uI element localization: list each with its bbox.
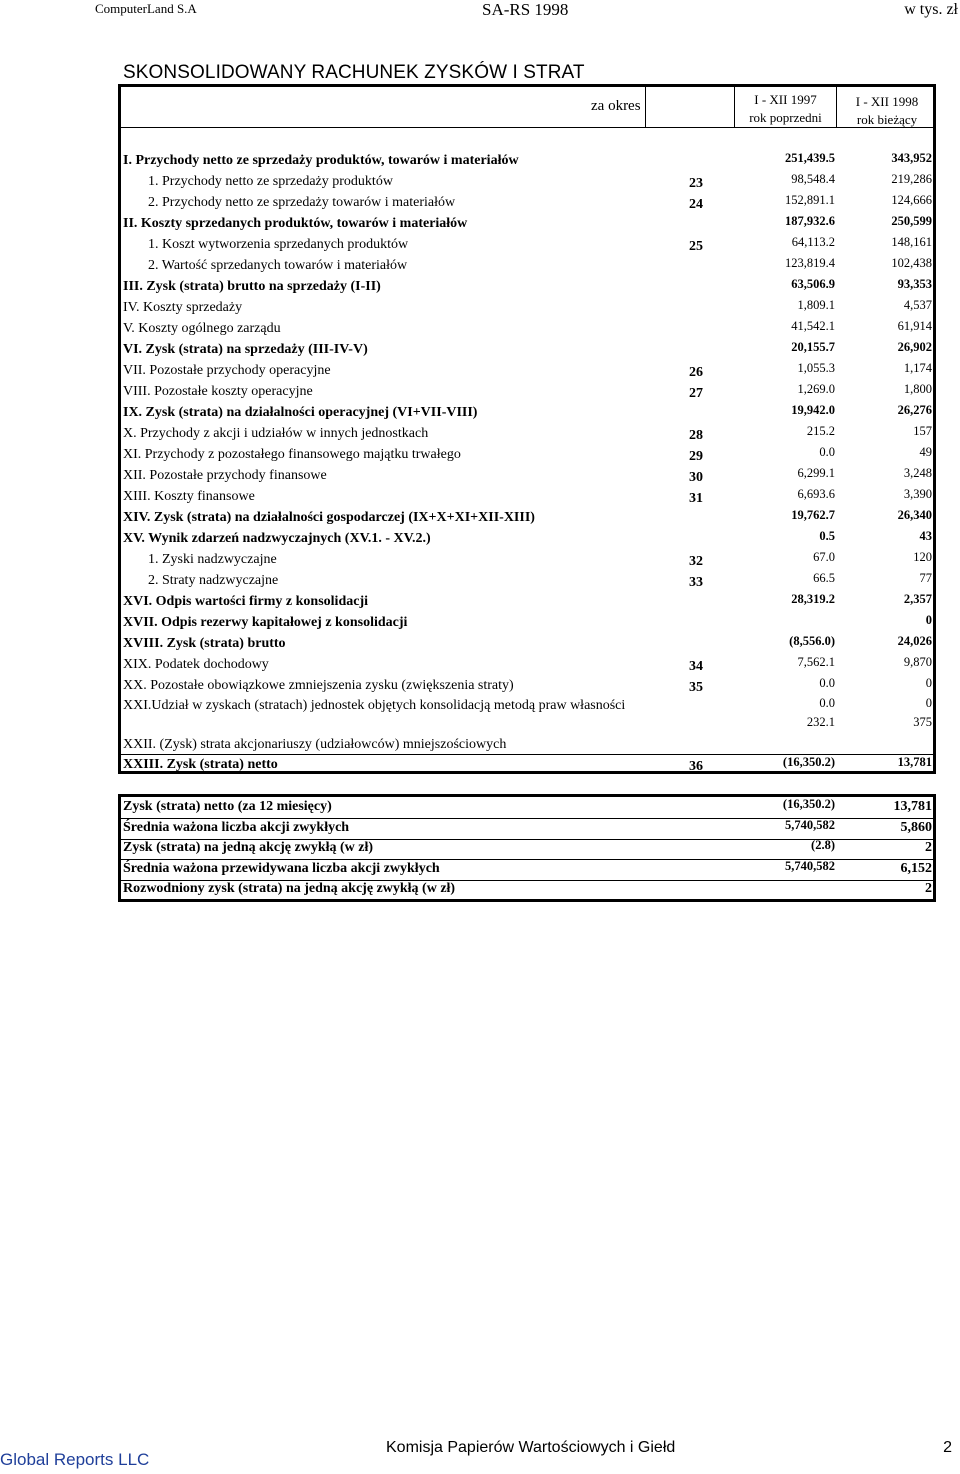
row-value-1998: 13,781 [897, 755, 932, 769]
row-value-1997: 64,113.2 [791, 235, 835, 249]
row-label: XII. Pozostałe przychody finansowe [123, 468, 327, 483]
publisher-footer: Global Reports LLC [0, 1450, 150, 1469]
row-value-1998: 2,357 [903, 592, 932, 606]
summary-value-1998: 2 [925, 881, 932, 897]
row-note-number: 27 [689, 386, 703, 401]
summary-value-1998: 2 [925, 840, 932, 856]
income-statement-table [118, 84, 936, 774]
row-value-1998: 77 [919, 571, 932, 585]
curr-year-header [839, 93, 935, 129]
row-label: IX. Zysk (strata) na działalności operacyjnej (VI+VII-VIII) [123, 405, 478, 420]
row-value-1997: 1,055.3 [797, 361, 835, 375]
row-value-1998: 9,870 [903, 655, 932, 669]
period-label: za okres [591, 98, 641, 114]
summary-value-1998: 6,152 [900, 860, 932, 876]
row-value-1997: 123,819.4 [785, 256, 835, 270]
row-label: XXII. (Zysk) strata akcjonariuszy (udziałowców) mniejszościowych [123, 737, 507, 752]
row-label: XXIII. Zysk (strata) netto [123, 757, 278, 772]
row-value-1998: 250,599 [891, 214, 932, 228]
row-value-1998: 1,800 [903, 382, 932, 396]
row-label: V. Koszty ogólnego zarządu [123, 321, 281, 336]
row-value-1998: 375 [913, 715, 932, 729]
statement-row [121, 237, 933, 258]
row-value-1998: 3,390 [903, 487, 932, 501]
row-value-1998: 93,353 [897, 277, 932, 291]
row-label: XVI. Odpis wartości firmy z konsolidacji [123, 594, 368, 609]
statement-row [121, 552, 933, 573]
row-value-1997: 215.2 [806, 424, 835, 438]
row-value-1997: 1,269.0 [797, 382, 835, 396]
row-label: 1. Zyski nadzwyczajne [148, 552, 277, 567]
row-label: 2. Wartość sprzedanych towarów i materiałów [148, 258, 408, 273]
row-value-1997: 0.5 [819, 529, 835, 543]
row-value-1998: 3,248 [903, 466, 932, 480]
statement-row [121, 757, 933, 778]
statement-row [121, 615, 933, 636]
row-value-1998: 0 [925, 676, 932, 690]
summary-value-1997: (2.8) [811, 838, 835, 853]
row-value-1997: 251,439.5 [785, 151, 835, 165]
statement-row [121, 447, 933, 468]
row-label: I. Przychody netto ze sprzedaży produktów, towarów i materiałów [123, 153, 519, 168]
row-label: XX. Pozostałe obowiązkowe zmniejszenia zysku (zwiększenia straty) [123, 678, 514, 693]
row-note-number: 31 [689, 491, 703, 506]
row-value-1998: 124,666 [891, 193, 932, 207]
row-note-number: 28 [689, 428, 703, 443]
row-value-1998: 120 [913, 550, 932, 564]
row-value-1997: 6,299.1 [797, 466, 835, 480]
row-note-number: 24 [689, 197, 703, 212]
row-label: XIX. Podatek dochodowy [123, 657, 269, 672]
statement-row [121, 636, 933, 657]
curr-year-period: I - XII 1998 [855, 94, 919, 109]
row-value-1998: 61,914 [897, 319, 932, 333]
row-value-1998: 148,161 [891, 235, 932, 249]
row-value-1997: 19,942.0 [791, 403, 835, 417]
row-value-1997: 0.0 [819, 676, 835, 690]
row-label: XVIII. Zysk (strata) brutto [123, 636, 286, 651]
company-name: ComputerLand S.A [95, 1, 197, 16]
row-label: VI. Zysk (strata) na sprzedaży (III-IV-V) [123, 342, 368, 357]
row-label: X. Przychody z akcji i udziałów w innych jednostkach [123, 426, 429, 441]
statement-row [121, 363, 933, 384]
statement-row [121, 405, 933, 426]
row-label: 2. Przychody netto ze sprzedaży towarów i materiałów [148, 195, 456, 210]
row-value-1998: 157 [913, 424, 932, 438]
statement-row [121, 510, 933, 531]
row-value-1997: 152,891.1 [785, 193, 835, 207]
row-label: XVII. Odpis rezerwy kapitałowej z konsolidacji [123, 615, 408, 630]
summary-label: Średnia ważona liczba akcji zwykłych [123, 819, 350, 835]
row-value-1997: 66.5 [813, 571, 835, 585]
commission-footer: Komisja Papierów Wartościowych i Giełd [386, 1439, 676, 1456]
summary-row [121, 818, 933, 840]
summary-value-1997: 5,740,582 [785, 817, 835, 832]
row-value-1997: 28,319.2 [791, 592, 835, 606]
row-note-number: 32 [689, 554, 703, 569]
row-value-1997: 20,155.7 [791, 340, 835, 354]
row-value-1998: 0 [925, 613, 932, 627]
summary-label: Średnia ważona przewidywana liczba akcji zwykłych [123, 860, 440, 876]
row-value-1998: 1,174 [903, 361, 932, 375]
row-label: XV. Wynik zdarzeń nadzwyczajnych (XV.1. - XV.2.) [123, 531, 431, 546]
row-value-1997: 63,506.9 [791, 277, 835, 291]
row-value-1998: 4,537 [903, 298, 932, 312]
row-note-number: 30 [689, 470, 703, 485]
statement-row [121, 657, 933, 678]
statement-row [121, 531, 933, 552]
unit-label: w tys. zł [904, 1, 958, 18]
summary-row [121, 879, 933, 900]
row-note-number: 36 [689, 759, 703, 774]
row-value-1997: 1,809.1 [797, 298, 835, 312]
row-value-1998: 26,902 [897, 340, 932, 354]
row-note-number: 34 [689, 659, 703, 674]
summary-row [121, 859, 933, 881]
page-number: 2 [943, 1439, 952, 1456]
row-value-1998: 219,286 [891, 172, 932, 186]
row-note-number: 29 [689, 449, 703, 464]
row-label: XI. Przychody z pozostałego finansowego majątku trwałego [123, 447, 461, 462]
net-result-divider [121, 754, 933, 755]
row-value-1998: 49 [919, 445, 932, 459]
column-divider [645, 87, 646, 127]
report-code: SA-RS 1998 [482, 0, 569, 19]
per-share-summary-table [118, 794, 936, 902]
statement-row [121, 279, 933, 300]
row-label: VII. Pozostałe przychody operacyjne [123, 363, 331, 378]
row-value-1997: 7,562.1 [797, 655, 835, 669]
row-value-1998: 43 [919, 529, 932, 543]
statement-row [121, 717, 933, 738]
row-value-1997: 41,542.1 [791, 319, 835, 333]
statement-row [121, 426, 933, 447]
row-label: 1. Koszt wytworzenia sprzedanych produktów [148, 237, 409, 252]
curr-year-caption: rok bieżący [856, 112, 918, 127]
statement-row [121, 573, 933, 594]
statement-row [121, 195, 933, 216]
statement-row [121, 384, 933, 405]
row-label: XIV. Zysk (strata) na działalności gospodarczej (IX+X+XI+XII-XIII) [123, 510, 535, 525]
column-divider [734, 87, 735, 127]
row-note-number: 23 [689, 176, 703, 191]
row-value-1997: 67.0 [813, 550, 835, 564]
summary-row [121, 797, 933, 819]
statement-row [121, 342, 933, 363]
statement-row [121, 678, 933, 699]
row-value-1998: 26,276 [897, 403, 932, 417]
summary-row [121, 838, 933, 860]
summary-label: Zysk (strata) netto (za 12 miesięcy) [123, 799, 332, 814]
summary-label: Zysk (strata) na jedną akcję zwykłą (w zł) [123, 840, 374, 856]
row-value-1997: 19,762.7 [791, 508, 835, 522]
row-value-1997: (16,350.2) [782, 755, 835, 769]
statement-row [121, 174, 933, 195]
row-note-number: 33 [689, 575, 703, 590]
row-value-1997: 187,932.6 [785, 214, 835, 228]
row-value-1998: 26,340 [897, 508, 932, 522]
row-label: II. Koszty sprzedanych produktów, towarów i materiałów [123, 216, 468, 231]
row-value-1997: 6,693.6 [797, 487, 835, 501]
row-note-number: 26 [689, 365, 703, 380]
row-value-1998: 24,026 [897, 634, 932, 648]
row-value-1997: 98,548.4 [791, 172, 835, 186]
row-label: IV. Koszty sprzedaży [123, 300, 243, 315]
row-note-number: 25 [689, 239, 703, 254]
page-title: SKONSOLIDOWANY RACHUNEK ZYSKÓW I STRAT [123, 62, 585, 83]
statement-row [121, 321, 933, 342]
prev-year-caption: rok poprzedni [749, 110, 822, 125]
row-label: XIII. Koszty finansowe [123, 489, 255, 504]
summary-value-1997: (16,350.2) [782, 797, 835, 811]
row-value-1998: 0 [925, 696, 932, 710]
statement-row [121, 300, 933, 321]
row-label: VIII. Pozostałe koszty operacyjne [123, 384, 313, 399]
summary-value-1997: 5,740,582 [785, 858, 835, 873]
column-divider [836, 87, 837, 127]
row-label: 2. Straty nadzwyczajne [148, 573, 279, 588]
statement-row [121, 153, 933, 174]
row-label: 1. Przychody netto ze sprzedaży produktów [148, 174, 393, 189]
summary-value-1998: 13,781 [893, 799, 932, 814]
row-value-1997: (8,556.0) [789, 634, 835, 648]
summary-value-1998: 5,860 [900, 819, 932, 835]
row-value-1997: 0.0 [819, 445, 835, 459]
prev-year-header [737, 91, 834, 127]
statement-row [121, 489, 933, 510]
statement-row [121, 216, 933, 237]
statement-row [121, 468, 933, 489]
prev-year-period: I - XII 1997 [754, 92, 817, 107]
row-label: III. Zysk (strata) brutto na sprzedaży (I-II) [123, 279, 381, 294]
summary-label: Rozwodniony zysk (strata) na jedną akcję zwykłą (w zł) [123, 881, 456, 897]
row-note-number: 35 [689, 680, 703, 695]
row-value-1998: 102,438 [891, 256, 932, 270]
row-label: XXI.Udział w zyskach (stratach) jednostek objętych konsolidacją metodą praw własności [123, 698, 626, 713]
row-value-1997: 232.1 [806, 715, 835, 729]
statement-row [121, 258, 933, 279]
statement-row [121, 594, 933, 615]
row-value-1998: 343,952 [891, 151, 932, 165]
header-separator [121, 127, 933, 128]
row-value-1997: 0.0 [819, 696, 835, 710]
